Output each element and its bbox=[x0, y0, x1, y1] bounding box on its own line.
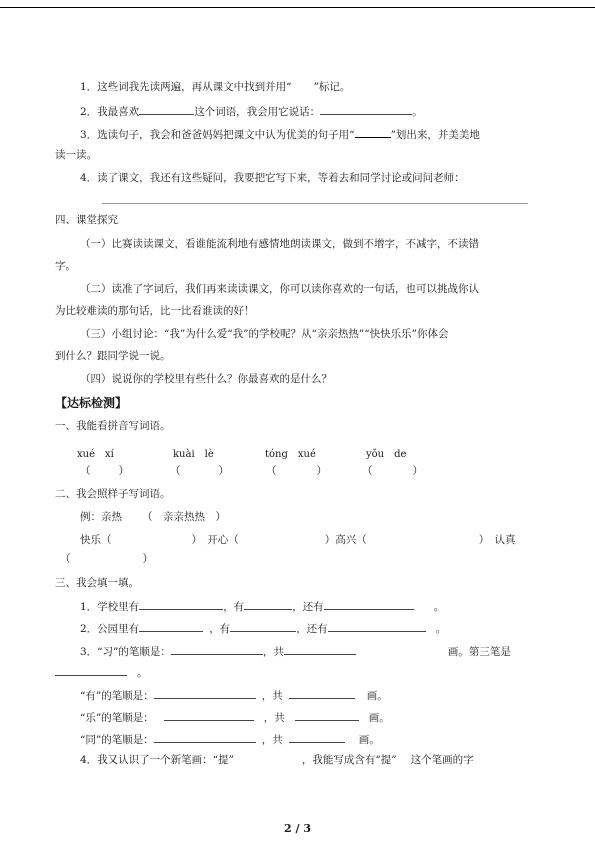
q3-underline-sample bbox=[355, 126, 391, 138]
q2-blank-1[interactable] bbox=[139, 103, 194, 115]
part2-title: 二、我会照样子写词语。 bbox=[55, 488, 171, 500]
fill-4: 4．我又认识了一个新笔画：“提” ，我能写成含有“提” 这个笔画的字 bbox=[80, 754, 474, 766]
pinyin-kuaile: kuài lè bbox=[173, 449, 214, 460]
q2-blank-2[interactable] bbox=[320, 103, 412, 115]
pinyin-xuexi: xué xí bbox=[77, 449, 114, 460]
fill-2-blank-2[interactable] bbox=[230, 620, 296, 632]
section4-p1: （一）比赛读读课文，看谁能流利地有感情地朗读课文，做到不增字，不减字，不读错 bbox=[80, 238, 479, 250]
q1-end: ”标记。 bbox=[313, 81, 351, 93]
q3-continued: 读一读。 bbox=[55, 149, 97, 161]
le-stroke-order-blank[interactable] bbox=[164, 709, 254, 721]
assessment-title: 【达标检测】 bbox=[55, 396, 128, 410]
xi-stroke-order-blank[interactable] bbox=[171, 643, 263, 655]
section4-p1-cont: 字。 bbox=[55, 260, 76, 272]
q1-text: 1．这些词我先读两遍，再从课文中找到并用“ bbox=[80, 81, 292, 93]
q1 bbox=[80, 80, 350, 94]
word-gaoxing: ）高兴（ bbox=[324, 534, 367, 546]
word-kaixin: ） 开心（ bbox=[191, 534, 239, 546]
answer-paren-2[interactable]: （ ） bbox=[170, 465, 229, 477]
page-number: 2 / 3 bbox=[284, 822, 311, 835]
fill-1-blank-1[interactable] bbox=[139, 598, 223, 610]
section4-title: 四、课堂探究 bbox=[55, 214, 118, 226]
fill-2-blank-1[interactable] bbox=[139, 620, 203, 632]
answer-paren-3[interactable]: （ ） bbox=[266, 465, 327, 477]
part3-title: 三、我会填一填。 bbox=[55, 577, 139, 589]
fill-3-cont: 。 bbox=[55, 664, 148, 680]
q3-text-b: ”划出来，并美美地 bbox=[390, 129, 480, 141]
section4-p3-cont: 到什么？跟同学说一说。 bbox=[55, 350, 171, 362]
example-answer: （ 亲亲热热 ） bbox=[142, 511, 226, 523]
word-kuaile: 快乐（ bbox=[80, 534, 112, 546]
top-rule bbox=[0, 7, 595, 8]
section4-p3: （三）小组讨论：“我”为什么爱“我”的学校呢？从“亲亲热热”“快快乐乐”你体会 bbox=[80, 328, 449, 340]
xi-third-stroke-blank[interactable] bbox=[55, 664, 127, 676]
fill-le: “乐”的笔顺是： ，共 画。 bbox=[80, 709, 390, 725]
q3 bbox=[80, 126, 480, 142]
fill-1: 1．学校里有 ，有 ，还有 。 bbox=[80, 598, 444, 614]
you-stroke-count-blank[interactable] bbox=[289, 687, 355, 699]
pinyin-tongxue: tóng xué bbox=[265, 449, 316, 460]
renzhen-answer-paren[interactable]: （ ） bbox=[60, 553, 153, 565]
part1-title: 一、我能看拼音写词语。 bbox=[55, 420, 171, 432]
answer-paren-4[interactable]: （ ） bbox=[362, 465, 423, 477]
q4: 4．读了课文，我还有这些疑问，我要把它写下来，等着去和同学讨论或问问老师： bbox=[80, 172, 465, 184]
fill-you: “有”的笔顺是： ，共 画。 bbox=[80, 687, 388, 703]
pinyin-youde: yǒu de bbox=[366, 449, 407, 460]
xi-stroke-count-blank[interactable] bbox=[284, 643, 356, 655]
q3-text-a: 3．选读句子，我会和爸爸妈妈把课文中认为优美的句子用“ bbox=[80, 129, 355, 141]
q2-text-a: 2．我最喜欢 bbox=[80, 106, 140, 118]
q2 bbox=[80, 103, 423, 119]
fill-2-blank-3[interactable] bbox=[328, 620, 426, 632]
q2-text-c: 。 bbox=[412, 106, 423, 118]
fill-2: 2．公园里有 ，有 ，还有 。 bbox=[80, 620, 446, 636]
word-row bbox=[80, 533, 516, 547]
answer-paren-1[interactable]: （ ） bbox=[80, 465, 129, 477]
section4-p4: （四）说说你的学校里有些什么？你最喜欢的是什么？ bbox=[80, 373, 332, 385]
q2-text-b: 这个词语，我会用它说话： bbox=[194, 106, 321, 118]
fill-1-blank-3[interactable] bbox=[324, 598, 414, 610]
section4-p2: （二）读准了字词后，我们再来读读课文，你可以读你喜欢的一句话，也可以挑战你认 bbox=[80, 283, 479, 295]
fill-1-blank-2[interactable] bbox=[244, 598, 292, 610]
word-renzhen: ） 认真 bbox=[478, 534, 516, 546]
section4-p2-cont: 为比较难读的那句话，比一比看谁读的好！ bbox=[55, 305, 255, 317]
example-line bbox=[80, 510, 226, 524]
q4-answer-line[interactable] bbox=[102, 203, 528, 204]
you-stroke-order-blank[interactable] bbox=[154, 687, 256, 699]
fill-tong: “同”的笔顺是： ，共 画。 bbox=[80, 731, 380, 747]
tong-stroke-count-blank[interactable] bbox=[289, 731, 345, 743]
le-stroke-count-blank[interactable] bbox=[295, 709, 359, 721]
fill-3: 3．“习”的笔顺是： ，共 画。第三笔是 bbox=[80, 643, 511, 659]
tong-stroke-order-blank[interactable] bbox=[154, 731, 256, 743]
example-label: 例：亲热 bbox=[80, 511, 122, 523]
